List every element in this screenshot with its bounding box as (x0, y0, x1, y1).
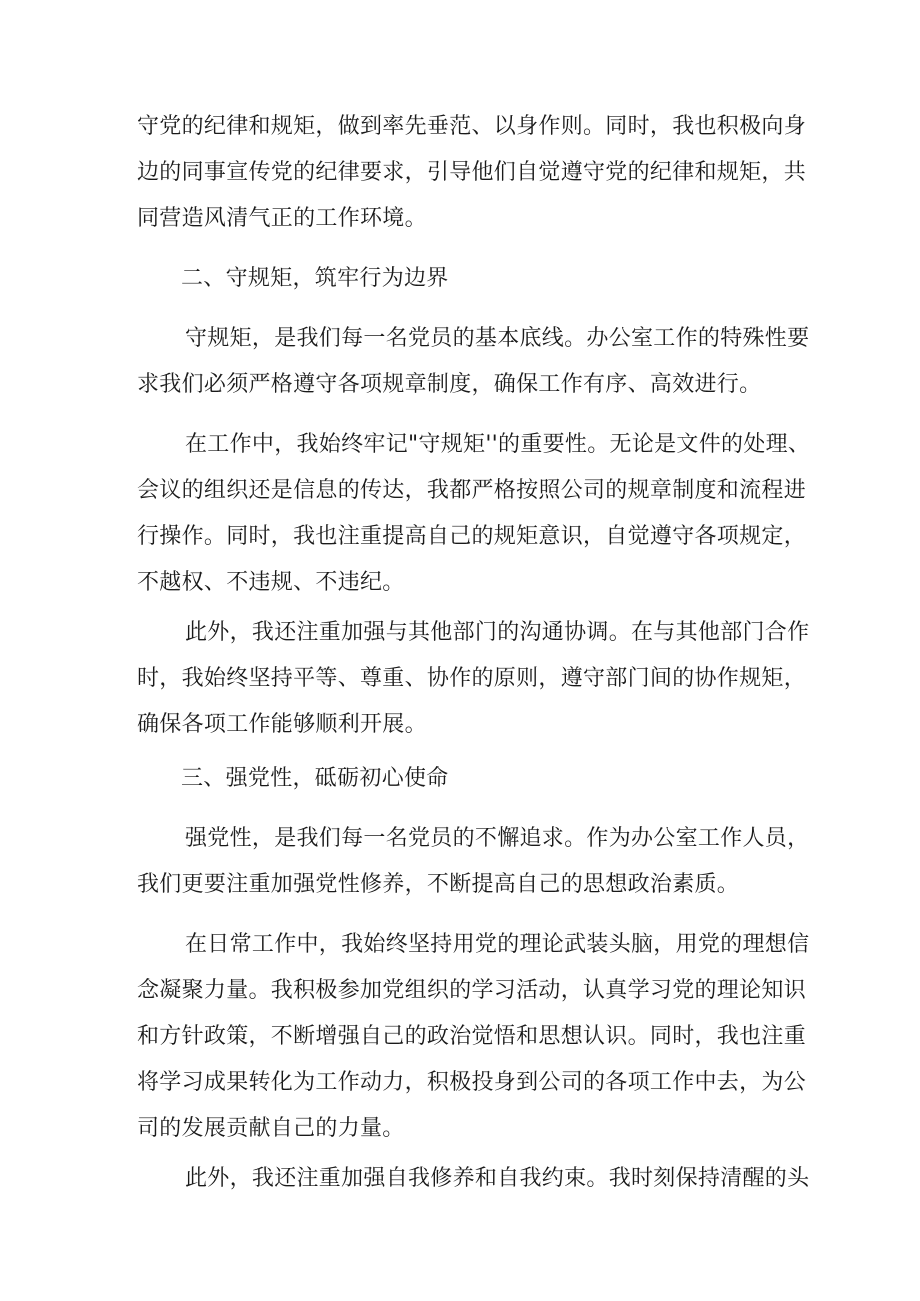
text-line: 确保各项工作能够顺利开展。 (137, 712, 427, 737)
text-line: 司的发展贡献自己的力量。 (137, 1116, 405, 1141)
text-line: 不越权、不违规、不违纪。 (137, 570, 405, 595)
text-line: 守规矩，是我们每一名党员的基本底线。办公室工作的特殊性要 (185, 326, 810, 351)
text-line: 和方针政策，不断增强自己的政治觉悟和思想认识。同时，我也注重 (137, 1024, 807, 1049)
text-line: 在日常工作中，我始终坚持用党的理论武装头脑，用党的理想信 (185, 932, 810, 957)
text-line: 边的同事宣传党的纪律要求，引导他们自觉遵守党的纪律和规矩，共 (137, 160, 807, 185)
paragraph-discipline-continued (137, 104, 807, 242)
section-heading-party-spirit (137, 756, 797, 802)
paragraph-rules-coordination (137, 610, 810, 748)
text-line: 念凝聚力量。我积极参加党组织的学习活动，认真学习党的理论知识 (137, 978, 807, 1003)
text-line: 此外，我还注重加强与其他部门的沟通协调。在与其他部门合作 (185, 620, 810, 645)
section-heading-rules (137, 256, 797, 302)
text-line: 时，我始终坚持平等、尊重、协作的原则，遵守部门间的协作规矩， (137, 666, 807, 691)
text-line: 我们更要注重加强党性修养，不断提高自己的思想政治素质。 (137, 872, 740, 897)
paragraph-rules-intro (137, 316, 810, 408)
text-line: 此外，我还注重加强自我修养和自我约束。我时刻保持清醒的头 (185, 1166, 810, 1191)
text-line: 行操作。同时，我也注重提高自己的规矩意识，自觉遵守各项规定， (137, 524, 807, 549)
paragraph-party-spirit-daily (137, 922, 810, 1152)
paragraph-rules-work (137, 422, 811, 606)
heading-text: 二、守规矩，筑牢行为边界 (181, 266, 449, 291)
paragraph-self-cultivation (137, 1156, 810, 1202)
text-line: 会议的组织还是信息的传达，我都严格按照公司的规章制度和流程进 (137, 478, 807, 503)
text-line: 将学习成果转化为工作动力，积极投身到公司的各项工作中去，为公 (137, 1070, 807, 1095)
text-line: 守党的纪律和规矩，做到率先垂范、以身作则。同时，我也积极向身 (137, 114, 807, 139)
text-line: 在工作中，我始终牢记"守规矩''的重要性。无论是文件的处理、 (185, 432, 811, 457)
text-line: 求我们必须严格遵守各项规章制度，确保工作有序、高效进行。 (137, 372, 762, 397)
text-line: 同营造风清气正的工作环境。 (137, 206, 427, 231)
paragraph-party-spirit-intro (137, 816, 810, 908)
heading-text: 三、强党性，砥砺初心使命 (181, 766, 449, 791)
text-line: 强党性，是我们每一名党员的不懈追求。作为办公室工作人员， (185, 826, 810, 851)
